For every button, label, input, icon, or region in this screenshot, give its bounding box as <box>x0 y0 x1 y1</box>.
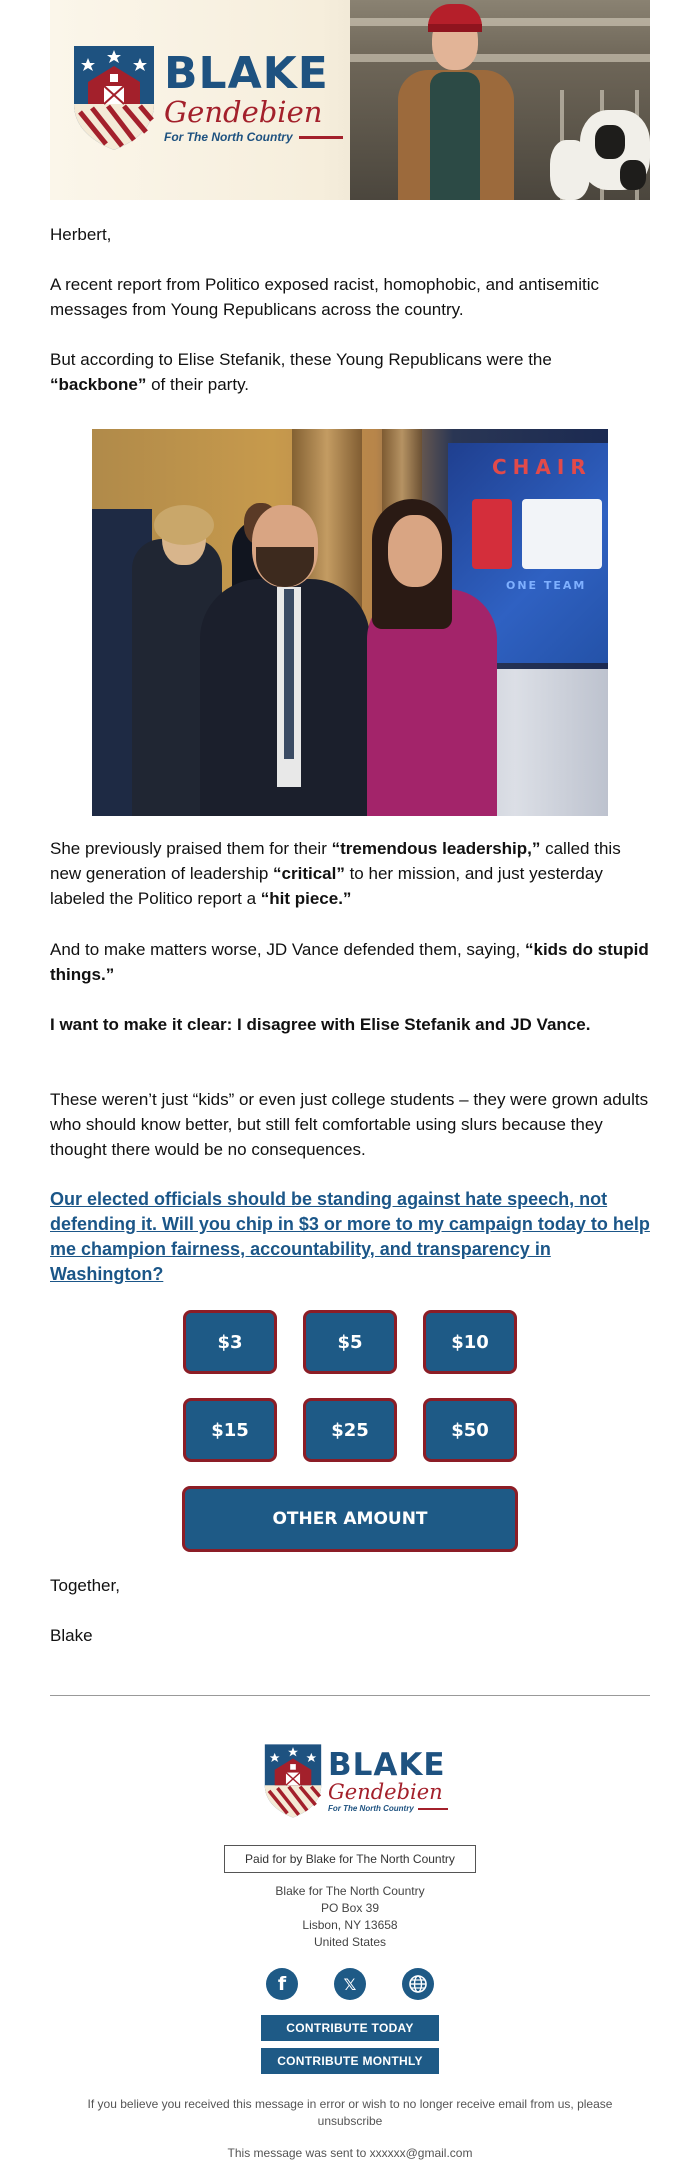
address-line-2: PO Box 39 <box>320 1901 380 1915</box>
footer-logo-tagline: For The North Country <box>328 1804 414 1813</box>
footer-divider <box>50 1695 650 1696</box>
donate-25-button[interactable]: $25 <box>303 1398 397 1462</box>
logo-tagline: For The North Country <box>164 130 293 144</box>
donate-50-button[interactable]: $50 <box>423 1398 517 1462</box>
donate-5-button[interactable]: $5 <box>303 1310 397 1374</box>
paragraph-2 <box>50 347 650 397</box>
donate-15-button[interactable]: $15 <box>183 1398 277 1462</box>
x-icon[interactable]: 𝕏 <box>334 1968 366 2000</box>
sent-to-notice: This message was sent to xxxxxx@gmail.com <box>227 2146 473 2160</box>
campaign-logo <box>70 42 343 154</box>
paragraph-2-bold: “backbone” <box>50 375 147 394</box>
paragraph-5 <box>50 1012 650 1037</box>
paragraph-2-pre: But according to Elise Stefanik, these Young Republicans were the <box>50 350 552 369</box>
paragraph-3-text-c: to her mission, and just yesterday labeled the Politico report a <box>50 864 603 908</box>
donate-cta-link[interactable]: Our elected officials should be standing against hate speech, not defending it. Will you chip in $3 or more to my campaign today to help me champion fairness, accountability, and transparency in Washington? <box>50 1189 650 1284</box>
logo-last-name: Gendebien <box>164 95 323 129</box>
paragraph-3 <box>50 836 650 911</box>
paragraph-6-text: These weren’t just “kids” or even just college students – they were grown adults who should know better, but still felt comfortable using slurs because they thought there would be no consequences. <box>50 1090 649 1159</box>
globe-icon[interactable] <box>402 1968 434 2000</box>
signature: Blake <box>50 1626 93 1645</box>
donate-10-button[interactable]: $10 <box>423 1310 517 1374</box>
paragraph-4 <box>50 937 650 987</box>
footer-logo-first-name: BLAKE <box>328 1747 446 1783</box>
screen-text-bottom: ONE TEAM <box>506 579 587 592</box>
footer-logo-underline <box>418 1808 448 1810</box>
paragraph-4-bold: “kids do stupid things.” <box>50 940 649 984</box>
logo-underline <box>299 136 343 139</box>
contribute-monthly-button[interactable]: CONTRIBUTE MONTHLY <box>261 2048 439 2074</box>
address-line-1: Blake for The North Country <box>275 1884 425 1898</box>
paragraph-4-text: And to make matters worse, JD Vance defended them, saying, <box>50 940 525 959</box>
paid-for-disclaimer: Paid for by Blake for The North Country <box>224 1845 476 1873</box>
address-line-3: Lisbon, NY 13658 <box>302 1918 398 1932</box>
barn-shield-icon <box>70 42 158 154</box>
paragraph-5-bold: I want to make it clear: I disagree with Elise Stefanik and JD Vance. <box>50 1015 591 1034</box>
signoff: Together, <box>50 1576 120 1595</box>
donate-other-amount-button[interactable]: OTHER AMOUNT <box>182 1486 518 1552</box>
footer-logo-last-name: Gendebien <box>328 1780 443 1804</box>
globe-glyph <box>408 1974 428 1994</box>
paragraph-1-text: A recent report from Politico exposed racist, homophobic, and antisemitic messages from Young Republicans across the country. <box>50 275 599 319</box>
paragraph-3-bold-b: “critical” <box>273 864 345 883</box>
screen-text-top: CHAIR <box>492 455 592 479</box>
candidate-photo <box>390 0 520 200</box>
paragraph-1 <box>50 272 650 322</box>
paragraph-3-bold-a: “tremendous leadership,” <box>331 839 541 858</box>
paragraph-3-bold-c: “hit piece.” <box>260 889 352 908</box>
address-line-4: United States <box>313 1935 387 1949</box>
paragraph-3-text-a: She previously praised them for their <box>50 839 332 858</box>
facebook-icon[interactable]: f <box>266 1968 298 2000</box>
donate-3-button[interactable]: $3 <box>183 1310 277 1374</box>
paragraph-3-text-b: called this new generation of leadership <box>50 839 621 883</box>
paragraph-6 <box>50 1087 650 1162</box>
logo-first-name: BLAKE <box>164 48 329 99</box>
stefanik-event-photo <box>92 429 608 816</box>
salutation: Herbert, <box>50 225 112 244</box>
contribute-today-button[interactable]: CONTRIBUTE TODAY <box>261 2015 439 2041</box>
unsubscribe-disclaimer[interactable]: If you believe you received this message in error or wish to no longer receive email from us, please unsubscribe <box>87 2097 613 2128</box>
footer-logo <box>262 1741 448 1821</box>
barn-shield-icon <box>262 1741 324 1821</box>
paragraph-2-post: of their party. <box>146 375 250 394</box>
